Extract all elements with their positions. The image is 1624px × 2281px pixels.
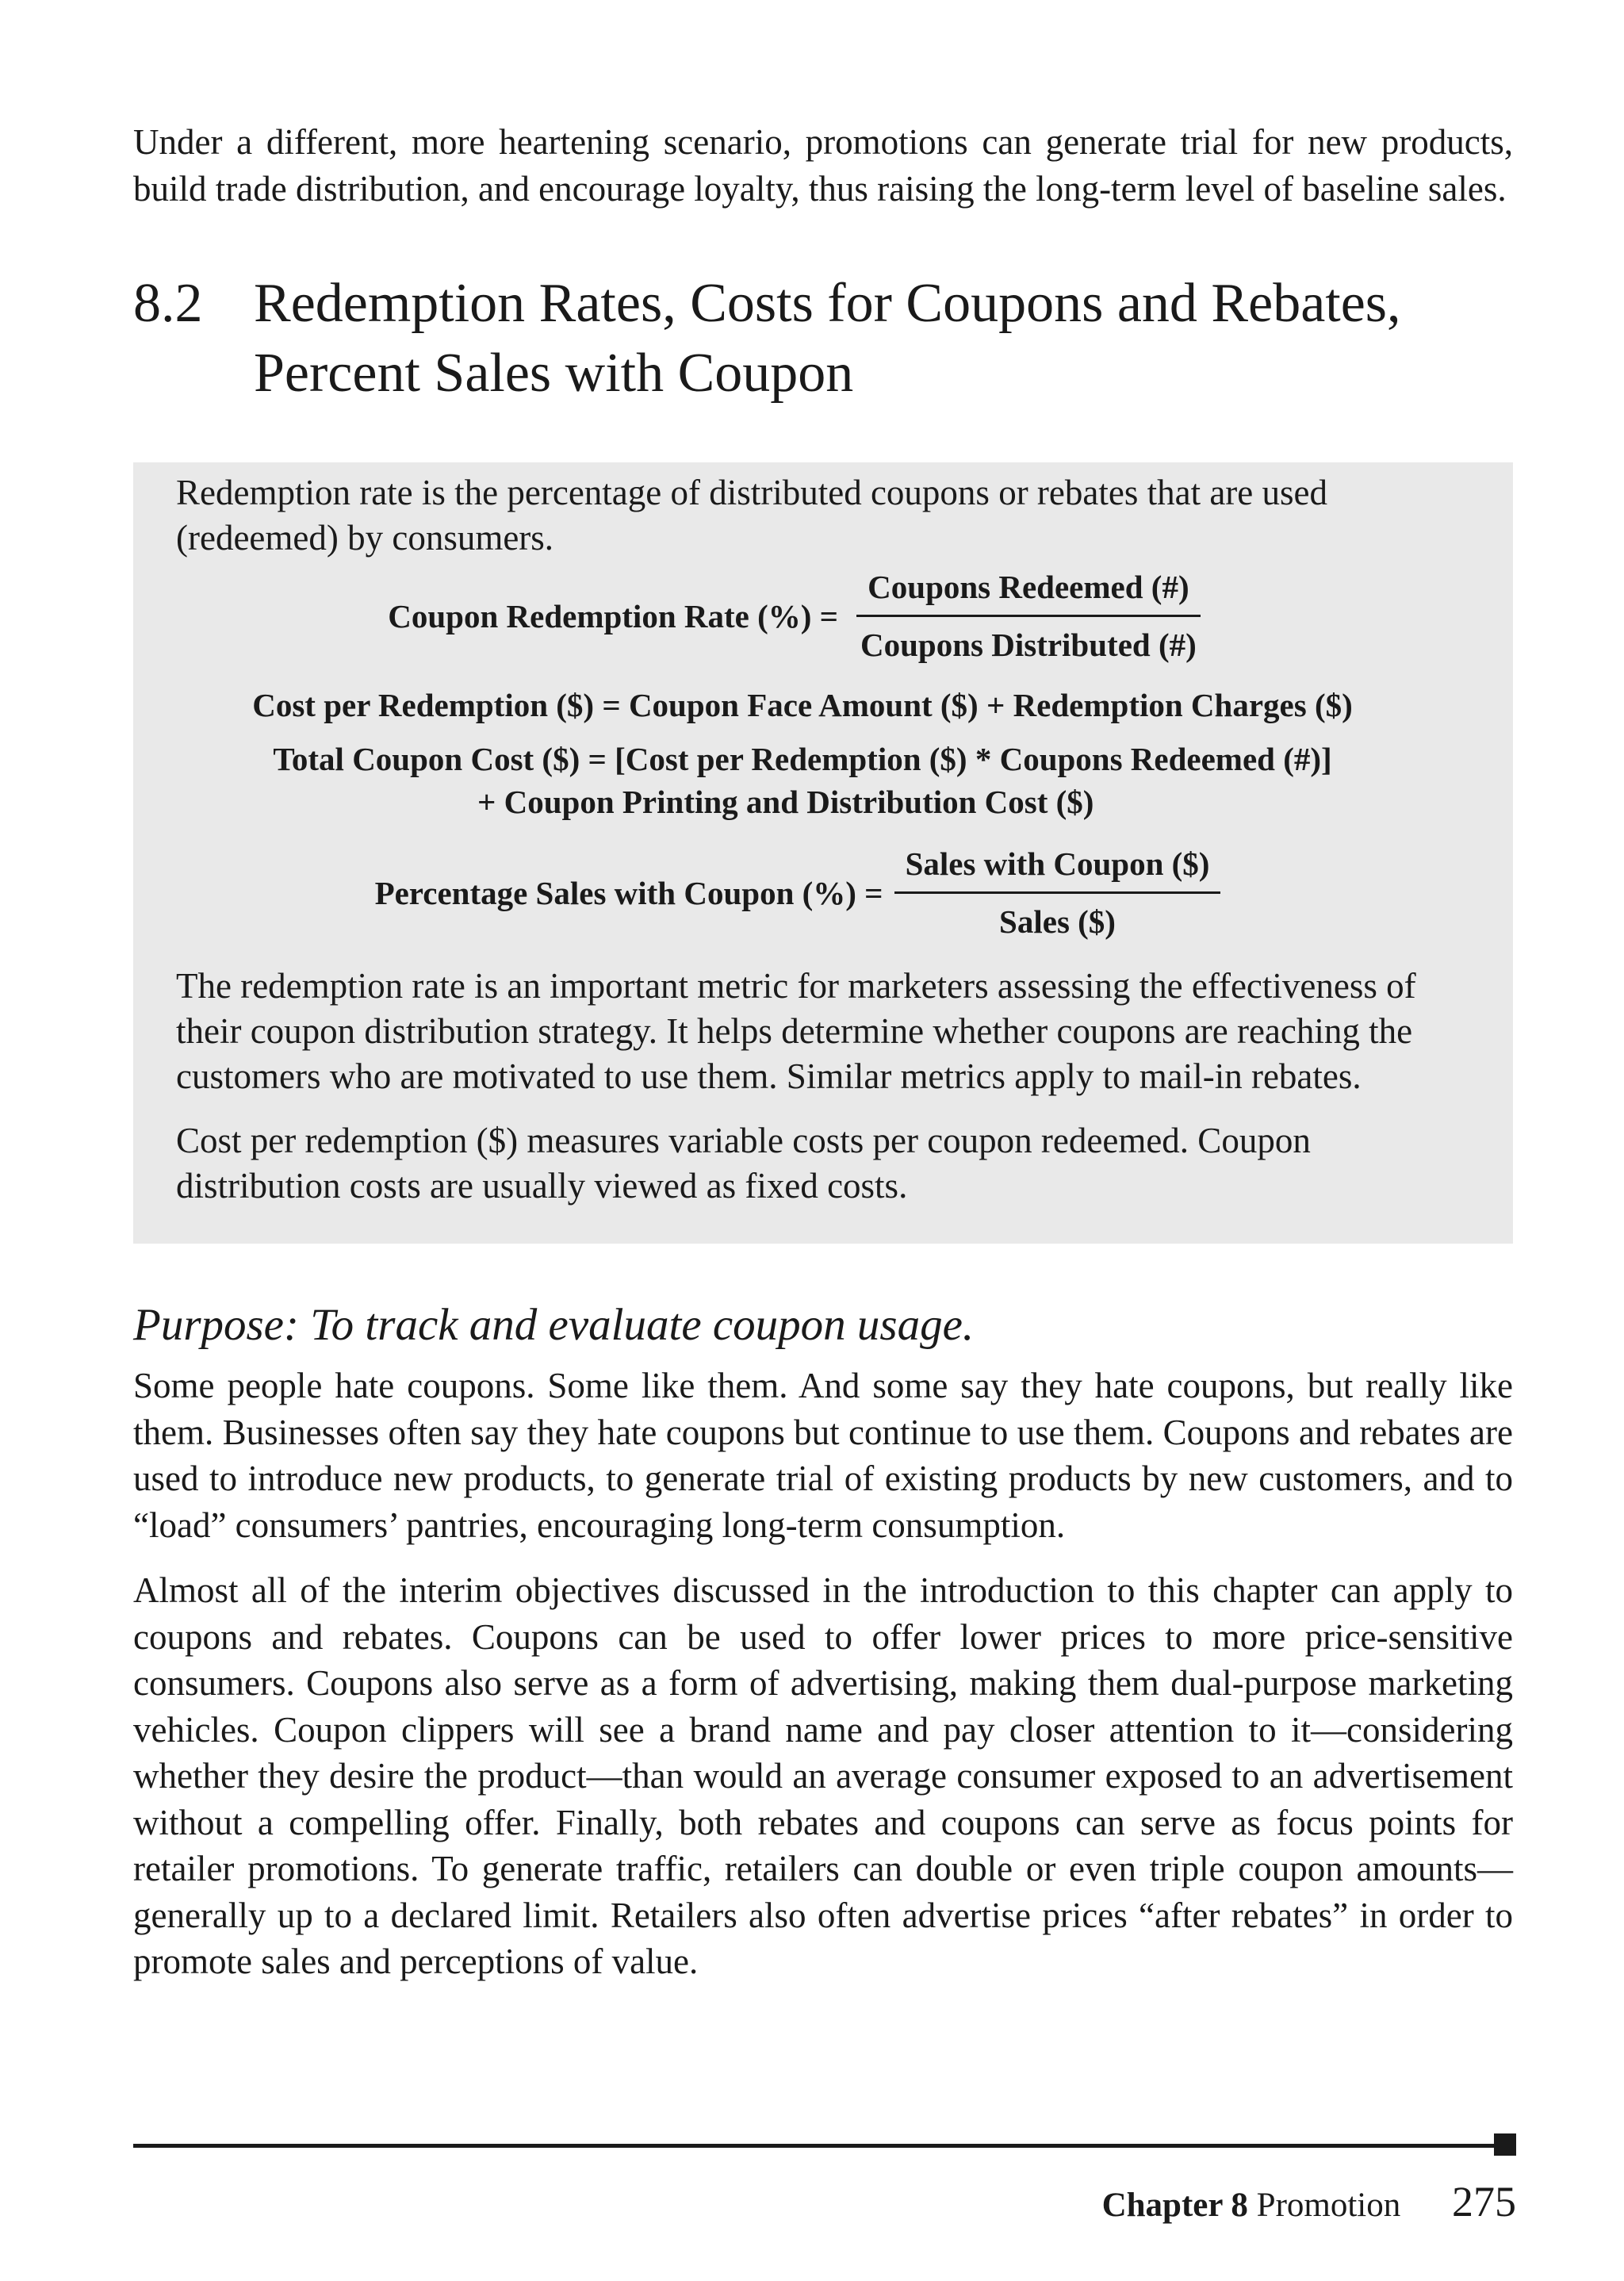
formula1-numerator: Coupons Redeemed (#) <box>856 565 1200 617</box>
footer-rule <box>133 2144 1494 2148</box>
section-title-line2: Percent Sales with Coupon <box>254 343 854 404</box>
footer-chapter-label: Chapter 8 <box>1101 2187 1248 2224</box>
formula4-numerator: Sales with Coupon ($) <box>894 842 1221 894</box>
formula-cost-per-redemption: Cost per Redemption ($) = Coupon Face Amount ($) + Redemption Charges ($) <box>252 687 1353 723</box>
page-footer <box>1102 2178 1516 2229</box>
body-paragraph-2: Almost all of the interim objectives discussed in the introduction to this chapter can apply to coupons and rebates. Coupons can be used to offer lower prices to more price-sensitive consumers. Coupons also serve as a form of advertising, making them dual-purpose marketing vehicles. Coupon clippers will see a brand name and pay closer attention to it—considering whether they desire the product—than would an average consumer exposed to an advertisement without a compelling offer. Finally, both rebates and coupons can serve as focus points for retailer promotions. To generate traffic, retailers can double or even triple coupon amounts—generally up to a declared limit. Retailers also often advertise prices “after rebates” in order to promote sales and perceptions of value. <box>133 1570 1513 1981</box>
definition-intro: Redemption rate is the percentage of distributed coupons or rebates that are used (redeemed) by consumers. <box>176 473 1327 558</box>
definition-para2: Cost per redemption ($) measures variable costs per coupon redeemed. Coupon distribution costs are usually viewed as fixed costs. <box>176 1121 1311 1206</box>
formula-total-coupon-cost-line1: Total Coupon Cost ($) = [Cost per Redemption ($) * Coupons Redeemed (#)] <box>273 741 1332 777</box>
body-paragraph-1: Some people hate coupons. Some like them. And some say they hate coupons, but really like them. Businesses often say they hate coupons but continue to use them. Coupons and rebates are used to introduce new products, to generate trial of existing products by new customers, and to “load” consumers’ pantries, encouraging long-term consumption. <box>133 1366 1513 1545</box>
intro-paragraph: Under a different, more heartening scenario, promotions can generate trial for new products, build trade distribution, and encourage loyalty, thus raising the long-term level of baseline sales. <box>133 122 1513 209</box>
section-title-line1: Redemption Rates, Costs for Coupons and Rebates, <box>254 273 1401 334</box>
purpose-heading: Purpose: To track and evaluate coupon usage. <box>133 1300 975 1350</box>
footer-page-number: 275 <box>1452 2178 1516 2225</box>
definition-box <box>133 462 1513 1244</box>
section-heading <box>133 269 1513 408</box>
formula4-denominator: Sales ($) <box>999 903 1116 940</box>
formula-coupon-redemption-rate <box>176 565 1419 666</box>
formula4-lhs: Percentage Sales with Coupon (%) = <box>374 874 883 911</box>
section-number: 8.2 <box>133 273 203 334</box>
footer-rule-end-square <box>1494 2133 1516 2156</box>
formula-total-coupon-cost-line2: + Coupon Printing and Distribution Cost ($) <box>477 784 1094 820</box>
section-title <box>254 269 1513 408</box>
footer-chapter-title: Promotion <box>1256 2187 1401 2224</box>
formula4-fraction <box>894 842 1221 943</box>
formula1-fraction <box>849 565 1208 666</box>
definition-para1: The redemption rate is an important metric for marketers assessing the effectiveness of their coupon distribution strategy. It helps determine whether coupons are reaching the customers who are motivated to use them. Similar metrics apply to mail-in rebates. <box>176 966 1416 1096</box>
page-content <box>133 119 1513 1985</box>
formula1-denominator: Coupons Distributed (#) <box>860 627 1197 663</box>
formula-percentage-sales-with-coupon <box>176 842 1419 943</box>
formula1-lhs: Coupon Redemption Rate (%) = <box>388 597 839 634</box>
